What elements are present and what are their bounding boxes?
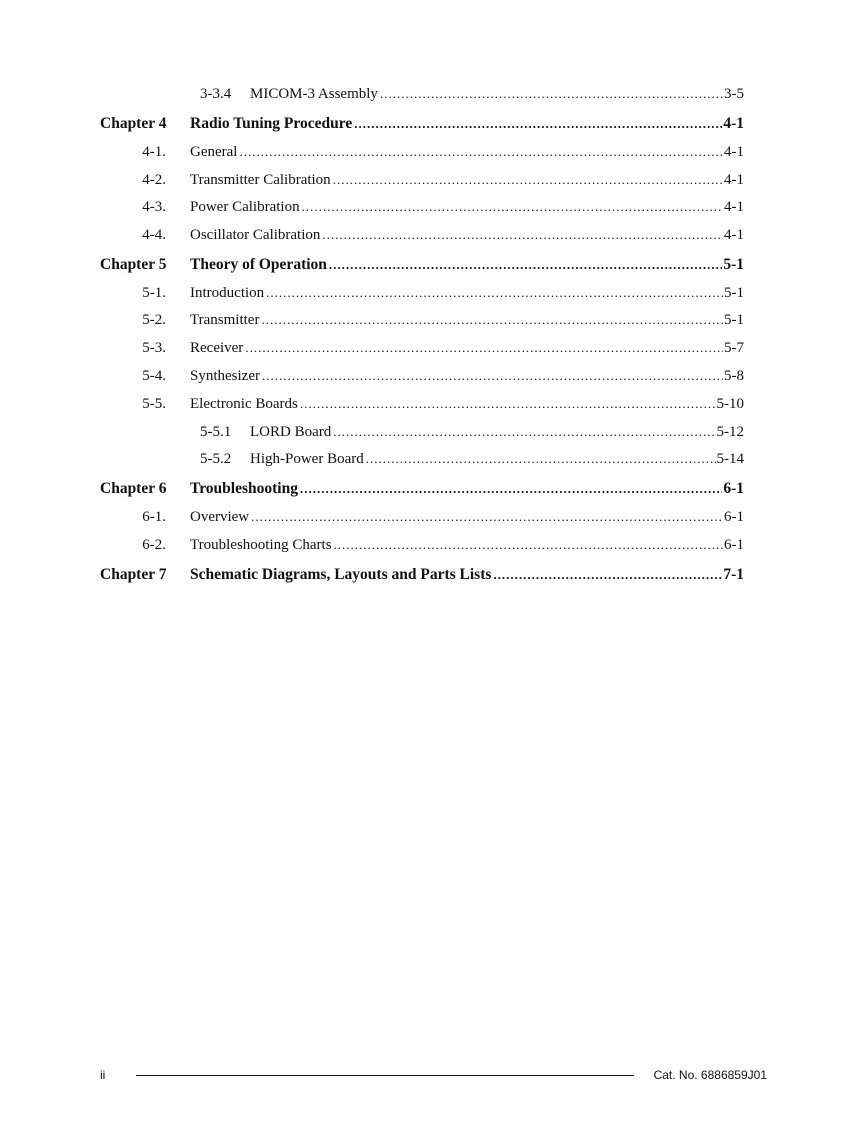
dot-leader xyxy=(245,338,723,358)
toc-entry-number: 4-4. xyxy=(142,227,166,243)
toc-entry-number: 5-5.1 xyxy=(200,424,232,440)
toc-chapter-entry xyxy=(0,114,866,134)
toc-entry-number: Chapter 7 xyxy=(100,566,167,583)
toc-entry-page: 7-1 xyxy=(723,566,744,583)
toc-entry-number: 5-2. xyxy=(142,312,166,328)
toc-entry-title: Schematic Diagrams, Layouts and Parts Lists xyxy=(190,566,492,583)
toc-entry-page: 4-1 xyxy=(724,199,744,215)
toc-entry-number: 5-3. xyxy=(142,340,166,356)
toc-entry-number: 5-5. xyxy=(142,396,166,412)
toc-entry xyxy=(0,338,866,358)
toc-entry xyxy=(0,310,866,330)
dot-leader xyxy=(333,422,715,442)
toc-entry-number: 5-4. xyxy=(142,368,166,384)
toc-entry-page: 5-14 xyxy=(716,451,744,467)
toc-entry-title: Overview xyxy=(190,509,250,525)
catalog-number: Cat. No. 6886859J01 xyxy=(653,1068,767,1082)
toc-entry-title: Synthesizer xyxy=(190,368,260,384)
toc-entry-page: 5-1 xyxy=(724,312,744,328)
toc-entry-title: High-Power Board xyxy=(250,451,364,467)
dot-leader xyxy=(302,197,723,217)
dot-leader xyxy=(380,84,723,104)
toc-entry xyxy=(0,535,866,555)
toc-entry-title: LORD Board xyxy=(250,424,332,440)
toc-entry xyxy=(0,197,866,217)
toc-entry-page: 5-7 xyxy=(724,340,744,356)
toc-entry-title: Radio Tuning Procedure xyxy=(190,115,353,132)
toc-entry-page: 5-1 xyxy=(724,285,744,301)
toc-entry-page: 4-1 xyxy=(723,115,744,132)
dot-leader xyxy=(333,170,723,190)
toc-entry xyxy=(0,142,866,162)
toc-entry-number: 4-3. xyxy=(142,199,166,215)
toc-entry-title: Introduction xyxy=(190,285,265,301)
toc-entry-page: 6-1 xyxy=(724,509,744,525)
toc-entry-page: 5-12 xyxy=(716,424,744,440)
toc-entry-page: 4-1 xyxy=(724,144,744,160)
toc-entry xyxy=(0,449,866,469)
toc-entry-number: 5-1. xyxy=(142,285,166,301)
dot-leader xyxy=(300,394,716,414)
toc-entry-number: 4-1. xyxy=(142,144,166,160)
toc-entry-title: Power Calibration xyxy=(190,199,300,215)
toc-entry-title: Receiver xyxy=(190,340,244,356)
dot-leader xyxy=(334,535,723,555)
dot-leader xyxy=(493,565,722,585)
toc-entry xyxy=(0,84,866,104)
footer-rule xyxy=(136,1075,634,1076)
toc-entry-number: Chapter 4 xyxy=(100,115,167,132)
toc-entry-number: Chapter 5 xyxy=(100,256,167,273)
toc-chapter-entry xyxy=(0,565,866,585)
toc-entry-page: 4-1 xyxy=(724,227,744,243)
toc-entry-title: Troubleshooting xyxy=(190,480,298,497)
toc-entry xyxy=(0,170,866,190)
dot-leader xyxy=(300,479,722,499)
toc-entry-title: Theory of Operation xyxy=(190,256,327,273)
toc-entry-title: Oscillator Calibration xyxy=(190,227,321,243)
toc-entry-title: Troubleshooting Charts xyxy=(190,537,332,553)
toc-entry-page: 4-1 xyxy=(724,172,744,188)
dot-leader xyxy=(322,225,723,245)
dot-leader xyxy=(239,142,723,162)
toc-entry xyxy=(0,366,866,386)
toc-entry xyxy=(0,507,866,527)
toc-entry xyxy=(0,283,866,303)
page-number: ii xyxy=(100,1068,106,1082)
toc-entry xyxy=(0,225,866,245)
toc-entry-page: 5-8 xyxy=(724,368,744,384)
toc-entry-number: 3-3.4 xyxy=(200,86,232,102)
toc-entry-number: 6-2. xyxy=(142,537,166,553)
toc-entry-title: General xyxy=(190,144,238,160)
toc-entry-number: Chapter 6 xyxy=(100,480,167,497)
toc-entry-number: 4-2. xyxy=(142,172,166,188)
dot-leader xyxy=(251,507,723,527)
toc-entry-page: 6-1 xyxy=(723,480,744,497)
toc-chapter-entry xyxy=(0,255,866,275)
toc-entry-title: Transmitter Calibration xyxy=(190,172,331,188)
toc-entry-title: Transmitter xyxy=(190,312,260,328)
toc-entry-page: 5-1 xyxy=(723,256,744,273)
toc-entry-page: 5-10 xyxy=(716,396,744,412)
toc-entry-page: 3-5 xyxy=(724,86,744,102)
toc-entry xyxy=(0,394,866,414)
dot-leader xyxy=(354,114,722,134)
page-footer xyxy=(100,1066,767,1084)
toc-entry-number: 6-1. xyxy=(142,509,166,525)
dot-leader xyxy=(266,283,723,303)
toc-entry-title: Electronic Boards xyxy=(190,396,298,412)
dot-leader xyxy=(262,366,723,386)
toc-entry-title: MICOM-3 Assembly xyxy=(250,86,378,102)
toc-chapter-entry xyxy=(0,479,866,499)
dot-leader xyxy=(329,255,722,275)
toc-entry-number: 5-5.2 xyxy=(200,451,232,467)
dot-leader xyxy=(261,310,723,330)
toc-entry xyxy=(0,422,866,442)
toc-entry-page: 6-1 xyxy=(724,537,744,553)
dot-leader xyxy=(366,449,716,469)
